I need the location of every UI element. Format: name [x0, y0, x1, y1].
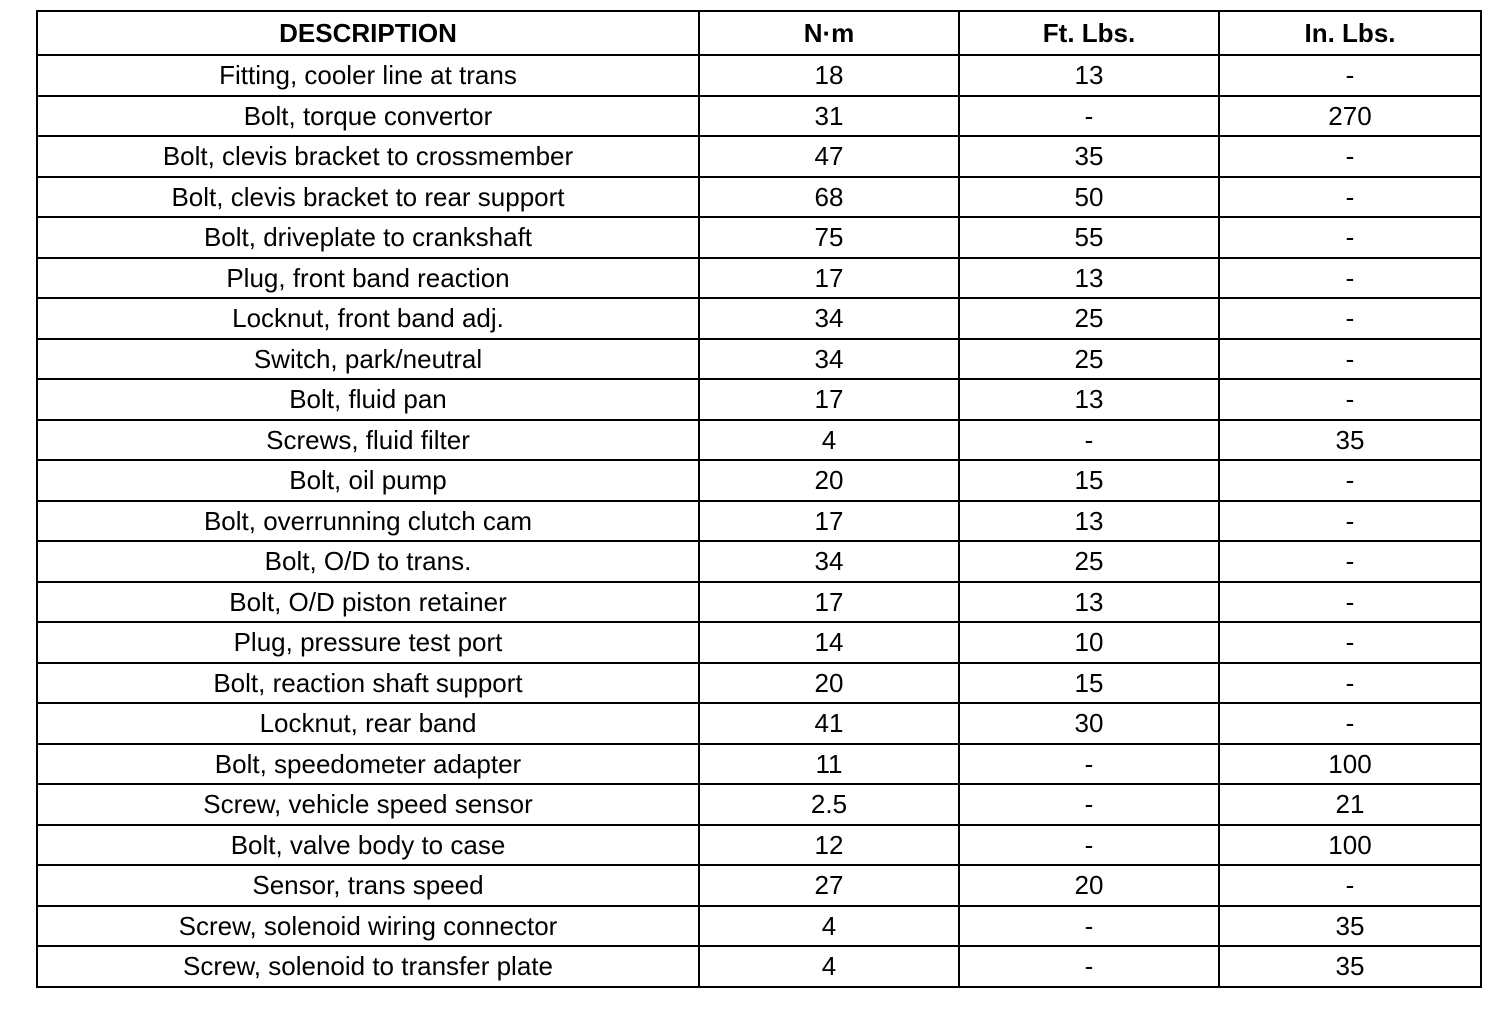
header-ft-lbs: Ft. Lbs.	[959, 11, 1219, 55]
cell-nm: 75	[699, 217, 959, 258]
cell-description: Locknut, front band adj.	[37, 298, 699, 339]
cell-in-lbs: -	[1219, 582, 1481, 623]
cell-nm: 20	[699, 663, 959, 704]
cell-in-lbs: -	[1219, 865, 1481, 906]
cell-in-lbs: -	[1219, 663, 1481, 704]
cell-description: Bolt, clevis bracket to crossmember	[37, 136, 699, 177]
cell-description: Screw, solenoid wiring connector	[37, 906, 699, 947]
cell-nm: 34	[699, 339, 959, 380]
cell-in-lbs: -	[1219, 177, 1481, 218]
table-row	[37, 258, 1481, 299]
cell-ft-lbs: 13	[959, 55, 1219, 96]
table-row	[37, 177, 1481, 218]
table-header-row	[37, 11, 1481, 55]
cell-in-lbs: -	[1219, 541, 1481, 582]
cell-ft-lbs: -	[959, 906, 1219, 947]
header-description: DESCRIPTION	[37, 11, 699, 55]
table-row	[37, 501, 1481, 542]
table-row	[37, 784, 1481, 825]
cell-ft-lbs: 25	[959, 298, 1219, 339]
cell-description: Bolt, fluid pan	[37, 379, 699, 420]
cell-nm: 31	[699, 96, 959, 137]
cell-nm: 4	[699, 946, 959, 987]
header-nm: N·m	[699, 11, 959, 55]
cell-in-lbs: 35	[1219, 420, 1481, 461]
table-row	[37, 379, 1481, 420]
cell-ft-lbs: 15	[959, 663, 1219, 704]
cell-nm: 41	[699, 703, 959, 744]
cell-description: Screw, vehicle speed sensor	[37, 784, 699, 825]
cell-in-lbs: 100	[1219, 825, 1481, 866]
cell-nm: 47	[699, 136, 959, 177]
cell-ft-lbs: 35	[959, 136, 1219, 177]
cell-ft-lbs: 20	[959, 865, 1219, 906]
cell-description: Bolt, clevis bracket to rear support	[37, 177, 699, 218]
table-row	[37, 339, 1481, 380]
table-row	[37, 96, 1481, 137]
cell-ft-lbs: -	[959, 825, 1219, 866]
cell-nm: 34	[699, 541, 959, 582]
cell-description: Bolt, speedometer adapter	[37, 744, 699, 785]
cell-in-lbs: -	[1219, 136, 1481, 177]
cell-ft-lbs: -	[959, 96, 1219, 137]
table-row	[37, 622, 1481, 663]
cell-nm: 68	[699, 177, 959, 218]
cell-description: Bolt, oil pump	[37, 460, 699, 501]
table-row	[37, 906, 1481, 947]
table-body	[37, 55, 1481, 987]
cell-nm: 17	[699, 501, 959, 542]
cell-description: Fitting, cooler line at trans	[37, 55, 699, 96]
cell-ft-lbs: 25	[959, 541, 1219, 582]
cell-nm: 4	[699, 420, 959, 461]
cell-description: Bolt, O/D piston retainer	[37, 582, 699, 623]
table-row	[37, 217, 1481, 258]
cell-in-lbs: 270	[1219, 96, 1481, 137]
cell-in-lbs: -	[1219, 298, 1481, 339]
cell-in-lbs: -	[1219, 339, 1481, 380]
cell-nm: 2.5	[699, 784, 959, 825]
cell-in-lbs: -	[1219, 217, 1481, 258]
cell-description: Bolt, overrunning clutch cam	[37, 501, 699, 542]
cell-ft-lbs: 50	[959, 177, 1219, 218]
header-in-lbs: In. Lbs.	[1219, 11, 1481, 55]
table-row	[37, 420, 1481, 461]
table-row	[37, 298, 1481, 339]
cell-nm: 11	[699, 744, 959, 785]
cell-ft-lbs: 30	[959, 703, 1219, 744]
cell-nm: 20	[699, 460, 959, 501]
table-row	[37, 946, 1481, 987]
cell-nm: 27	[699, 865, 959, 906]
cell-ft-lbs: 55	[959, 217, 1219, 258]
torque-spec-table	[36, 10, 1482, 988]
cell-ft-lbs: -	[959, 946, 1219, 987]
cell-in-lbs: 21	[1219, 784, 1481, 825]
torque-spec-table-container	[36, 10, 1480, 988]
table-row	[37, 55, 1481, 96]
cell-description: Plug, front band reaction	[37, 258, 699, 299]
cell-ft-lbs: 15	[959, 460, 1219, 501]
cell-ft-lbs: 25	[959, 339, 1219, 380]
cell-in-lbs: -	[1219, 501, 1481, 542]
table-row	[37, 865, 1481, 906]
cell-nm: 4	[699, 906, 959, 947]
table-row	[37, 582, 1481, 623]
cell-description: Bolt, reaction shaft support	[37, 663, 699, 704]
cell-description: Switch, park/neutral	[37, 339, 699, 380]
cell-nm: 34	[699, 298, 959, 339]
cell-in-lbs: -	[1219, 258, 1481, 299]
cell-description: Locknut, rear band	[37, 703, 699, 744]
table-row	[37, 825, 1481, 866]
table-row	[37, 703, 1481, 744]
cell-description: Screws, fluid filter	[37, 420, 699, 461]
cell-description: Bolt, driveplate to crankshaft	[37, 217, 699, 258]
cell-ft-lbs: 13	[959, 379, 1219, 420]
table-row	[37, 460, 1481, 501]
cell-in-lbs: 35	[1219, 946, 1481, 987]
table-row	[37, 541, 1481, 582]
cell-description: Plug, pressure test port	[37, 622, 699, 663]
table-row	[37, 136, 1481, 177]
table-row	[37, 744, 1481, 785]
cell-nm: 17	[699, 379, 959, 420]
cell-in-lbs: -	[1219, 622, 1481, 663]
cell-ft-lbs: -	[959, 420, 1219, 461]
cell-in-lbs: -	[1219, 379, 1481, 420]
table-row	[37, 663, 1481, 704]
cell-nm: 18	[699, 55, 959, 96]
cell-in-lbs: -	[1219, 55, 1481, 96]
cell-nm: 12	[699, 825, 959, 866]
cell-in-lbs: 35	[1219, 906, 1481, 947]
cell-nm: 14	[699, 622, 959, 663]
cell-nm: 17	[699, 582, 959, 623]
cell-nm: 17	[699, 258, 959, 299]
cell-description: Bolt, valve body to case	[37, 825, 699, 866]
cell-ft-lbs: 13	[959, 582, 1219, 623]
cell-description: Sensor, trans speed	[37, 865, 699, 906]
cell-description: Bolt, torque convertor	[37, 96, 699, 137]
cell-ft-lbs: 10	[959, 622, 1219, 663]
cell-in-lbs: -	[1219, 460, 1481, 501]
cell-ft-lbs: -	[959, 784, 1219, 825]
cell-ft-lbs: 13	[959, 258, 1219, 299]
cell-in-lbs: -	[1219, 703, 1481, 744]
cell-ft-lbs: 13	[959, 501, 1219, 542]
cell-in-lbs: 100	[1219, 744, 1481, 785]
cell-description: Screw, solenoid to transfer plate	[37, 946, 699, 987]
cell-ft-lbs: -	[959, 744, 1219, 785]
cell-description: Bolt, O/D to trans.	[37, 541, 699, 582]
